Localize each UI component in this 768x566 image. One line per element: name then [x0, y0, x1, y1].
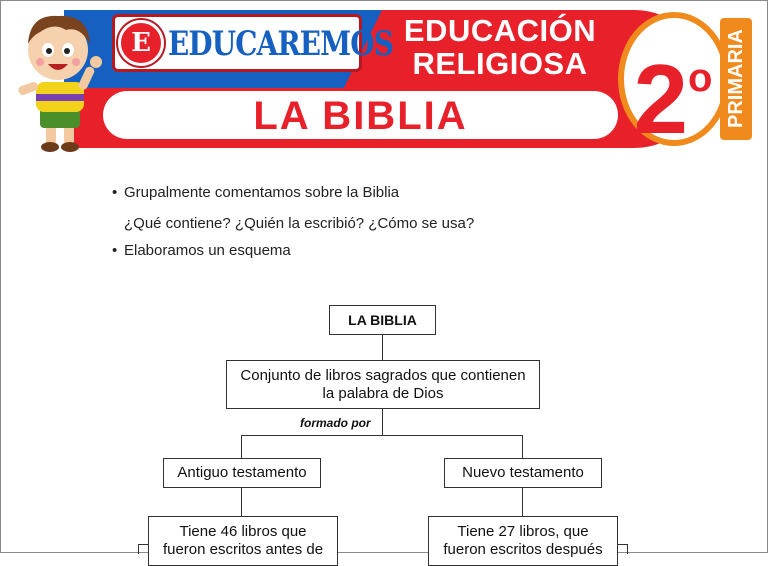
- connector-root-definition: [382, 334, 383, 361]
- bullet-icon: •: [112, 184, 118, 201]
- node-definition-line-2: la palabra de Dios: [322, 385, 444, 402]
- node-root: LA BIBLIA: [329, 305, 436, 335]
- connector-left-detail: [241, 487, 242, 517]
- node-old-detail-line-1: Tiene 46 libros que: [179, 523, 307, 540]
- node-new-testament: Nuevo testamento: [444, 458, 602, 488]
- subject-title: [380, 14, 620, 80]
- node-old-testament-detail: [148, 516, 338, 566]
- bullet-text: Grupalmente comentamos sobre la Biblia: [124, 184, 400, 201]
- connector-left-branch: [241, 435, 242, 459]
- bullet-icon: •: [112, 242, 118, 259]
- connector-definition-split: [382, 408, 383, 435]
- node-new-detail-line-2: fueron escritos después: [443, 541, 603, 558]
- connector-left-detail-stub: [138, 544, 148, 545]
- node-definition: [226, 360, 540, 409]
- grade-number: [630, 18, 716, 154]
- level-label: PRIMARIA: [725, 29, 747, 129]
- node-old-detail-line-2: fueron escritos antes de: [162, 541, 324, 558]
- edge-label-formado-por: formado por: [300, 416, 371, 430]
- list-item: [112, 184, 399, 201]
- guiding-questions: ¿Qué contiene? ¿Quién la escribió? ¿Cómo se usa?: [124, 215, 475, 232]
- node-old-testament: Antiguo testamento: [163, 458, 321, 488]
- header-banner: [0, 0, 768, 160]
- grade-ordinal: o: [688, 56, 713, 100]
- bullet-text: Elaboramos un esquema: [124, 242, 291, 259]
- connector-right-detail: [522, 487, 523, 517]
- brand-logo-icon: E: [118, 20, 164, 66]
- node-new-detail-line-1: Tiene 27 libros, que: [457, 523, 589, 540]
- node-definition-line-1: Conjunto de libros sagrados que contienen: [240, 367, 526, 384]
- subject-line-2: RELIGIOSA: [412, 46, 588, 81]
- subject-line-1: EDUCACIÓN: [403, 13, 597, 48]
- brand-name: EDUCAREMOS: [168, 24, 394, 64]
- connector-horizontal: [241, 435, 523, 436]
- connector-right-branch: [522, 435, 523, 459]
- node-new-testament-detail: [428, 516, 618, 566]
- grade-digit: 2: [633, 44, 689, 154]
- child-mascot-icon: [10, 4, 110, 154]
- page-title: LA BIBLIA: [253, 94, 468, 138]
- list-item: [112, 242, 291, 259]
